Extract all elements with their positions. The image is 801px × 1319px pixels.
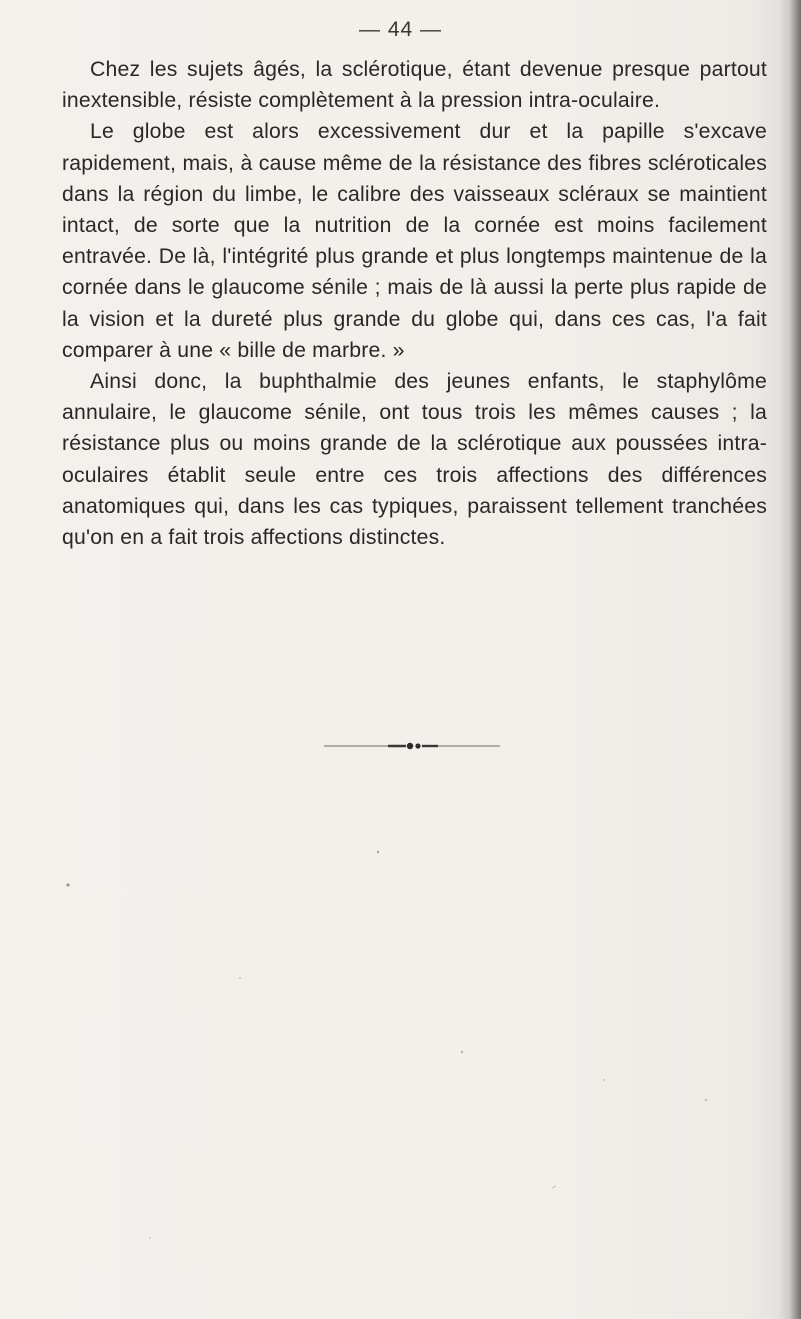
paragraph: Ainsi donc, la buphthalmie des jeunes enfants, le staphylôme annulaire, le glaucome sénile, ont tous trois les mêmes causes ; la résistance plus ou moins grande de la sclérotique aux poussées intra-oculaires établit seule entre ces trois affections des différences anatomiques qui, dans les cas typiques, paraissent tellement tranchées qu'on en a fait trois affections distinctes. [62,370,767,550]
paragraph: Le globe est alors excessivement dur et la papille s'excave rapidement, mais, à cause même de la résistance des fibres scléroticales dans la région du limbe, le calibre des vaisseaux scléraux se maintient intact, de sorte que la nutrition de la cornée est moins facilement entravée. De là, l'intégrité plus grande et plus longtemps maintenue de la cornée dans le glaucome sénile ; mais de là aussi la perte plus rapide de la vision et la dureté plus grande du globe qui, dans ces cas, l'a fait comparer à une « bille de marbre. » [62,120,767,362]
page-number: — 44 — [358,18,443,41]
paragraph: Chez les sujets âgés, la sclérotique, étant devenue presque partout inextensible, résiste complètement à la pression intra-oculaire. [62,58,767,113]
